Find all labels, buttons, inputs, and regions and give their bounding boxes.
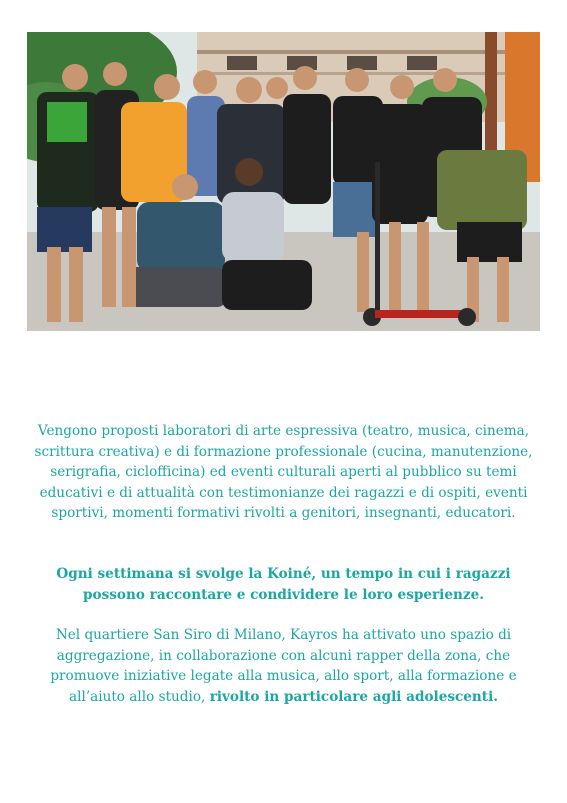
koine-paragraph: Ogni settimana si svolge la Koiné, un tempo in cui i ragazzi possono raccontare e condividere le loro esperienze. [56,566,511,603]
group-photo [27,32,540,331]
san-siro-paragraph [30,625,537,707]
san-siro-text: Nel quartiere San Siro di Milano, Kayros ha attivato uno spazio di aggregazione, in collaborazione con alcuni rapper della zona, che promuove iniziative legate alla musica, allo sport, alla formazione e all’aiuto allo studio, [50,627,517,705]
intro-paragraph: Vengono proposti laboratori di arte espressiva (teatro, musica, cinema, scrittura creativa) e di formazione professionale (cucina, manutenzione, serigrafia, ciclofficina) ed eventi culturali aperti al pubblico su temi educativi e di attualità con testimonianze dei ragazzi e di ospiti, eventi sportivi, momenti formativi rivolti a genitori, insegnanti, educatori. [34,423,533,521]
group-photo-illustration [27,32,540,331]
san-siro-emphasis: rivolto in particolare agli adolescenti. [209,688,498,705]
